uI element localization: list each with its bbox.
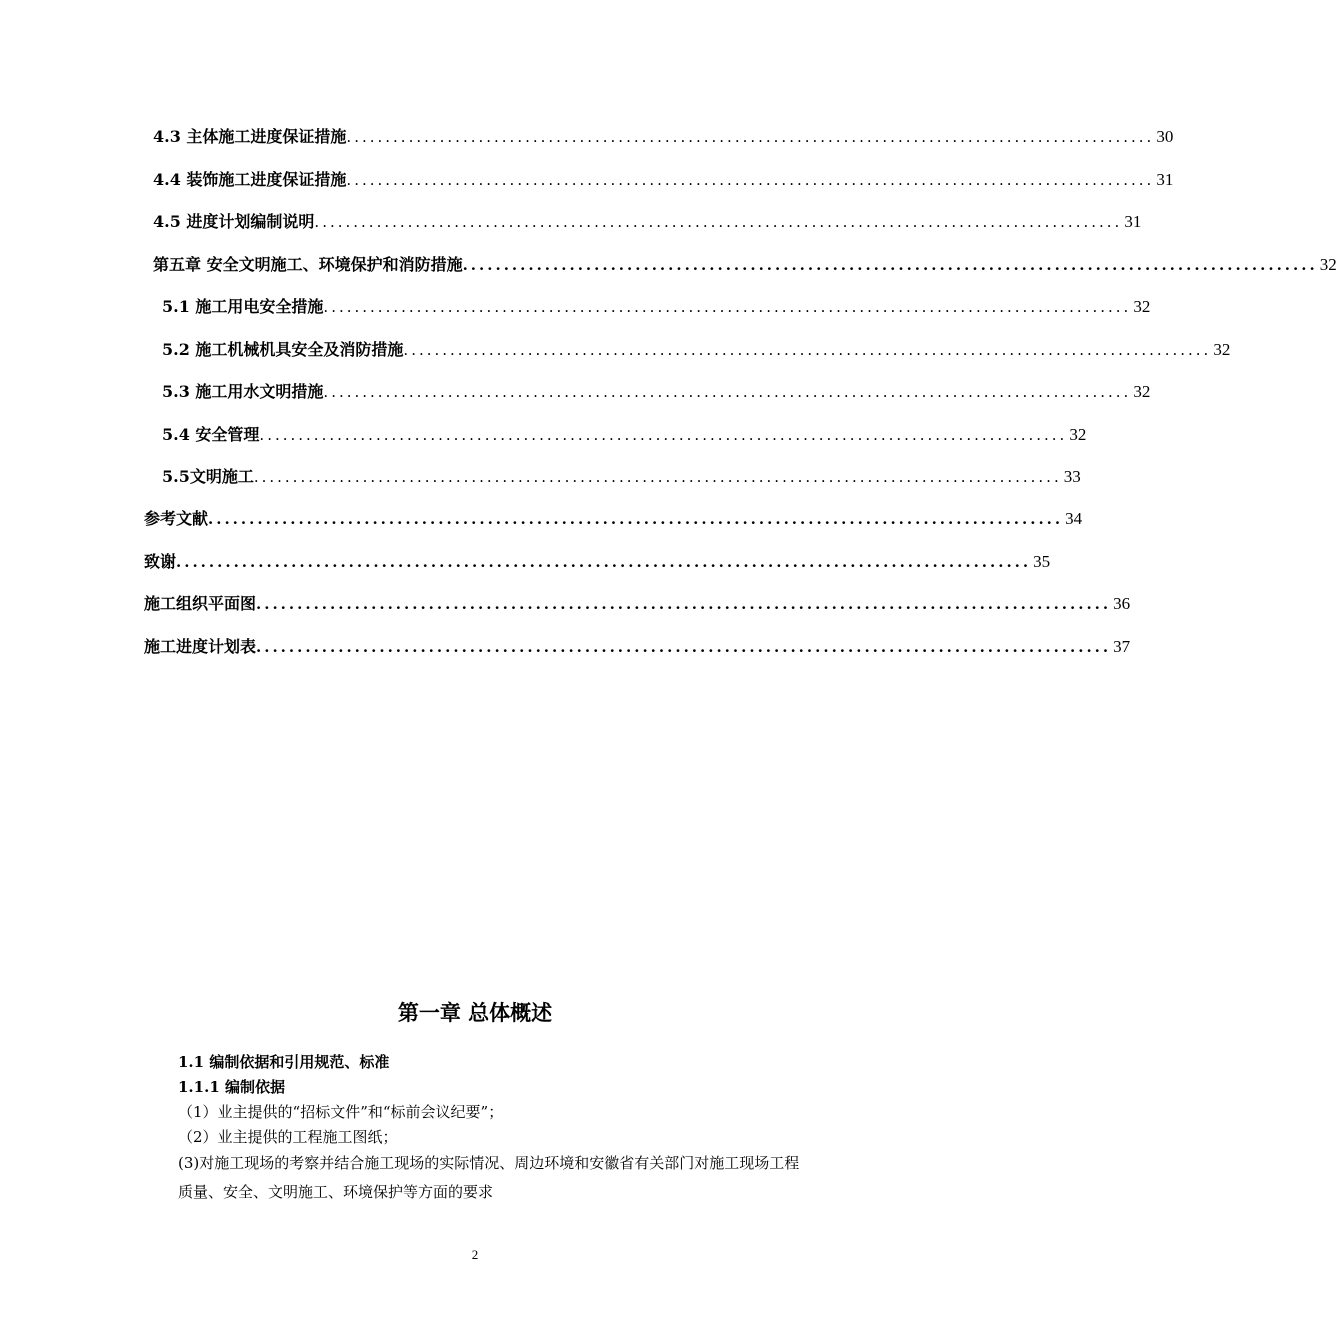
toc-entry-title: 参考文献: [144, 509, 209, 528]
toc-entry[interactable]: [162, 338, 1231, 362]
toc-entry-page: 32: [1213, 340, 1231, 359]
toc-entry-page: 33: [1063, 467, 1081, 486]
toc-entry[interactable]: [153, 125, 1174, 149]
toc-entry-title: 4.3 主体施工进度保证措施: [153, 127, 347, 146]
toc-entry-title: 第五章 安全文明施工、环境保护和消防措施: [153, 255, 463, 274]
toc-leader-dots: ........................................................................................................: [403, 341, 1212, 359]
toc-entry-title: 4.5 进度计划编制说明: [153, 212, 315, 231]
toc-leader-dots: ........................................................................................................: [259, 426, 1068, 444]
chapter-title: 第一章 总体概述: [397, 1000, 553, 1025]
toc-entry[interactable]: [162, 423, 1087, 447]
basis-item: （1）业主提供的“招标文件”和“标前会议纪要”；: [178, 1103, 504, 1121]
toc-entry-title: 5.3 施工用水文明措施: [162, 382, 324, 401]
toc-entry-page: 32: [1069, 425, 1087, 444]
subsection-heading: 1.1.1 编制依据: [178, 1078, 285, 1096]
toc-entry-chapter[interactable]: [144, 635, 1131, 659]
toc-entry-title: 致谢: [144, 552, 177, 571]
toc-leader-dots: ........................................................................................................: [314, 213, 1123, 231]
toc-entry-page: 32: [1133, 382, 1151, 401]
basis-item: (3)对施工现场的考察并结合施工现场的实际情况、周边环境和安徽省有关部门对施工现场工程质量、安全、文明施工、环境保护等方面的要求: [178, 1154, 800, 1201]
toc-leader-dots: ........................................................................................................: [323, 383, 1132, 401]
toc-entry[interactable]: [162, 380, 1151, 404]
toc-entry-title: 5.1 施工用电安全措施: [162, 297, 324, 316]
basis-item: （2）业主提供的工程施工图纸；: [178, 1128, 398, 1146]
toc-entry-chapter[interactable]: [144, 550, 1051, 574]
toc-entry-title: 施工组织平面图: [144, 594, 257, 613]
toc-entry-page: 34: [1065, 509, 1083, 528]
toc-entry-chapter[interactable]: [144, 592, 1131, 616]
toc-entry[interactable]: [153, 168, 1174, 192]
toc-entry-page: 35: [1033, 552, 1051, 571]
toc-entry-chapter[interactable]: [144, 507, 1083, 531]
toc-leader-dots: ........................................................................................................: [462, 256, 1318, 274]
toc-entry[interactable]: [153, 210, 1142, 234]
toc-entry-title: 5.5文明施工: [162, 467, 254, 486]
toc-entry-title: 施工进度计划表: [144, 637, 257, 656]
toc-entry-page: 32: [1319, 255, 1337, 274]
toc-entry[interactable]: [162, 465, 1081, 489]
toc-entry-chapter[interactable]: [153, 253, 1337, 277]
toc-leader-dots: ........................................................................................................: [346, 128, 1155, 146]
toc-leader-dots: ........................................................................................................: [176, 553, 1032, 571]
toc-leader-dots: ........................................................................................................: [256, 638, 1112, 656]
toc-entry-title: 5.4 安全管理: [162, 425, 260, 444]
toc-leader-dots: ........................................................................................................: [253, 468, 1062, 486]
toc-leader-dots: ........................................................................................................: [346, 171, 1155, 189]
toc-leader-dots: ........................................................................................................: [323, 298, 1132, 316]
toc-leader-dots: ........................................................................................................: [256, 595, 1112, 613]
toc-entry-page: 31: [1156, 170, 1174, 189]
section-heading: 1.1 编制依据和引用规范、标准: [178, 1053, 390, 1071]
toc-entry-page: 31: [1124, 212, 1142, 231]
toc-entry-page: 37: [1113, 637, 1131, 656]
toc-entry-title: 5.2 施工机械机具安全及消防措施: [162, 340, 404, 359]
toc-entry-page: 32: [1133, 297, 1151, 316]
toc-entry-page: 30: [1156, 127, 1174, 146]
toc-entry-title: 4.4 装饰施工进度保证措施: [153, 170, 347, 189]
toc-entry-page: 36: [1113, 594, 1131, 613]
page-number: 2: [471, 1247, 479, 1262]
toc-entry[interactable]: [162, 295, 1151, 319]
toc-leader-dots: ........................................................................................................: [208, 510, 1064, 528]
